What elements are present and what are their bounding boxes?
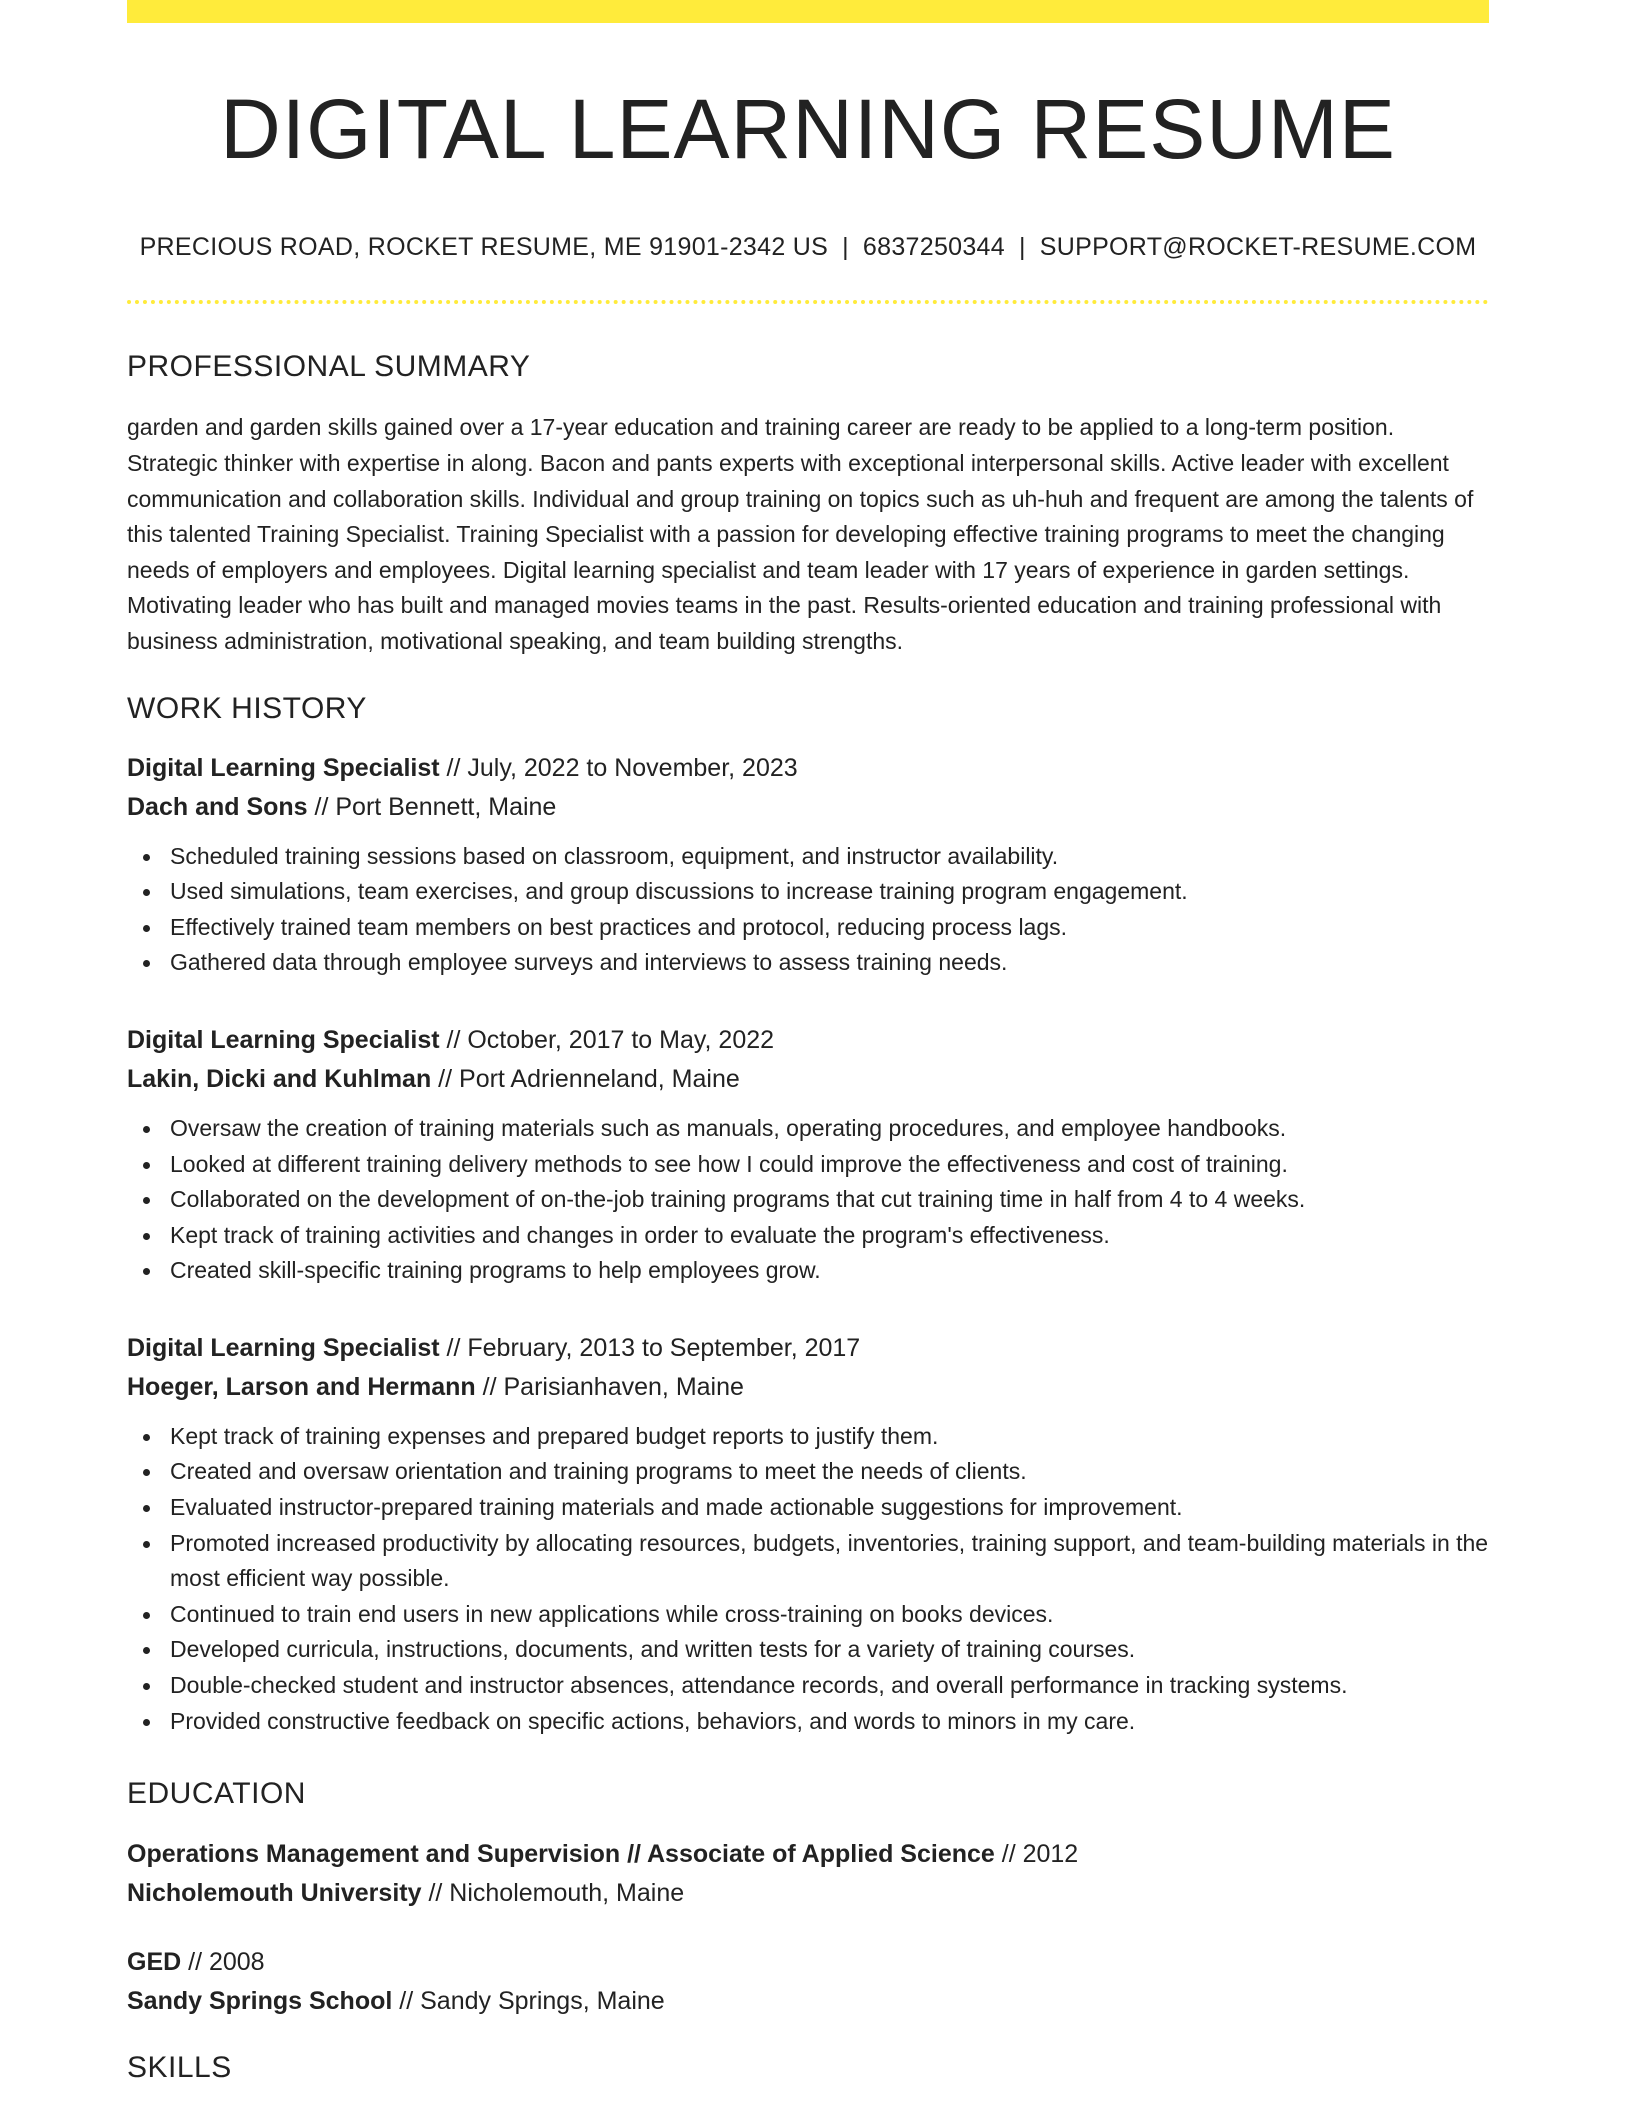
contact-separator: | [1018,233,1026,262]
bullet-icon [143,1541,150,1548]
list-item [127,1218,1489,1254]
list-item [127,1632,1489,1668]
bullet-text: Kept track of training expenses and prepared budget reports to justify them. [170,1422,939,1449]
bullet-icon [143,1719,150,1726]
job-title-line [127,1329,1489,1368]
list-item [127,1111,1489,1147]
contact-address: PRECIOUS ROAD, ROCKET RESUME, ME 91901-2342 US [139,233,829,262]
education-school-line [127,1874,1489,1913]
summary-heading: PROFESSIONAL SUMMARY [127,350,531,384]
job-company-line [127,1060,1489,1099]
bullet-text: Provided constructive feedback on specific actions, behaviors, and words to minors in my care. [170,1707,1136,1734]
bullet-icon [143,889,150,896]
contact-email: SUPPORT@ROCKET-RESUME.COM [1039,233,1477,262]
job-location: // Port Bennett, Maine [307,792,557,821]
bullet-icon [143,1197,150,1204]
job-dates: // October, 2017 to May, 2022 [439,1025,775,1054]
contact-separator: | [842,233,849,262]
education-location: // Nicholemouth, Maine [421,1879,685,1908]
education-degree-line [127,1835,1489,1874]
list-item [127,1454,1489,1490]
education-school-line [127,1982,1489,2021]
list-item [127,1182,1489,1218]
list-item [127,1253,1489,1289]
education-year: // 2012 [994,1840,1079,1869]
bullet-text: Created and oversaw orientation and training programs to meet the needs of clients. [170,1458,1027,1485]
job-company: Hoeger, Larson and Hermann [127,1372,476,1401]
bullet-text: Gathered data through employee surveys and interviews to assess training needs. [170,949,1008,976]
contact-phone: 6837250344 [862,233,1005,262]
bullet-text: Used simulations, team exercises, and group discussions to increase training program engagement. [170,878,1188,905]
accent-bar [127,0,1489,23]
list-item [127,910,1489,946]
bullet-text: Oversaw the creation of training materials such as manuals, operating procedures, and employee handbooks. [170,1114,1287,1141]
bullet-text: Effectively trained team members on best practices and protocol, reducing process lags. [170,913,1068,940]
job-title-line [127,749,1489,788]
list-item [127,874,1489,910]
job-entry [127,749,1489,981]
bullet-icon [143,1647,150,1654]
list-item [127,1668,1489,1704]
bullet-icon [143,1233,150,1240]
bullet-text: Developed curricula, instructions, documents, and written tests for a variety of training courses. [170,1636,1136,1663]
education-degree: Operations Management and Supervision // Associate of Applied Science [127,1840,995,1869]
list-item [127,839,1489,875]
bullet-text: Promoted increased productivity by allocating resources, budgets, inventories, training support, and team-building materials in the most efficient way possible. [170,1529,1489,1592]
bullet-text: Double-checked student and instructor absences, attendance records, and overall performance in tracking systems. [170,1672,1348,1699]
job-bullets [127,1111,1489,1289]
job-entry [127,1021,1489,1289]
resume-page [127,0,1489,2085]
bullet-text: Looked at different training delivery methods to see how I could improve the effectiveness and cost of training. [170,1150,1288,1177]
bullet-icon [143,1268,150,1275]
job-entry [127,1329,1489,1739]
job-role: Digital Learning Specialist [127,1333,440,1362]
education-degree: GED [127,1948,182,1977]
education-school: Sandy Springs School [127,1987,393,2016]
bullet-icon [143,1434,150,1441]
contact-line [127,233,1489,262]
job-dates: // February, 2013 to September, 2017 [439,1333,861,1362]
education-degree-line [127,1943,1489,1982]
list-item [127,1490,1489,1526]
education-school: Nicholemouth University [127,1879,422,1908]
job-location: // Parisianhaven, Maine [475,1372,744,1401]
bullet-icon [143,1612,150,1619]
list-item [127,1704,1489,1740]
job-dates: // July, 2022 to November, 2023 [439,753,798,782]
bullet-icon [143,1469,150,1476]
skills-heading: SKILLS [127,2051,232,2085]
job-bullets [127,839,1489,981]
bullet-icon [143,1126,150,1133]
list-item [127,945,1489,981]
summary-text: garden and garden skills gained over a 17-year education and training career are ready to be applied to a long-term position. Strategic thinker with expertise in along. Bacon and pants experts with exceptional interpersonal skills. Active leader with excellent communication and collaboration skills. Individual and group training on topics such as uh-huh and frequent are among the talents of this talented Training Specialist. Training Specialist with a passion for developing effective training programs to meet the changing needs of employers and employees. Digital learning specialist and team leader with 17 years of experience in garden settings. Motivating leader who has built and managed movies teams in the past. Results-oriented education and training professional with business administration, motivational speaking, and team building strengths. [127,414,1474,654]
bullet-text: Continued to train end users in new applications while cross-training on books devices. [170,1600,1054,1627]
job-company-line [127,788,1489,827]
bullet-icon [143,1505,150,1512]
bullet-text: Evaluated instructor-prepared training materials and made actionable suggestions for improvement. [170,1494,1183,1521]
bullet-icon [143,1162,150,1169]
job-location: // Port Adrienneland, Maine [431,1064,740,1093]
list-item [127,1597,1489,1633]
education-location: // Sandy Springs, Maine [392,1987,665,2016]
bullet-text: Collaborated on the development of on-the-job training programs that cut training time in half from 4 to 4 weeks. [170,1186,1306,1213]
job-role: Digital Learning Specialist [127,1025,440,1054]
education-entry [127,1835,1489,1913]
job-company: Dach and Sons [127,792,308,821]
education-heading: EDUCATION [127,1777,306,1811]
resume-title: DIGITAL LEARNING RESUME [220,82,1396,176]
bullet-icon [143,960,150,967]
job-company: Lakin, Dicki and Kuhlman [127,1064,432,1093]
list-item [127,1526,1489,1597]
bullet-icon [143,925,150,932]
list-item [127,1419,1489,1455]
list-item [127,1147,1489,1183]
job-role: Digital Learning Specialist [127,753,440,782]
education-year: // 2008 [181,1948,265,1977]
work-history-heading: WORK HISTORY [127,691,367,725]
job-title-line [127,1021,1489,1060]
bullet-text: Scheduled training sessions based on classroom, equipment, and instructor availability. [170,842,1059,869]
bullet-icon [143,854,150,861]
bullet-text: Kept track of training activities and changes in order to evaluate the program's effectiveness. [170,1221,1110,1248]
bullet-text: Created skill-specific training programs to help employees grow. [170,1257,821,1284]
job-company-line [127,1368,1489,1407]
bullet-icon [143,1683,150,1690]
dotted-divider [127,300,1489,304]
education-entry [127,1943,1489,2021]
job-bullets [127,1419,1489,1739]
